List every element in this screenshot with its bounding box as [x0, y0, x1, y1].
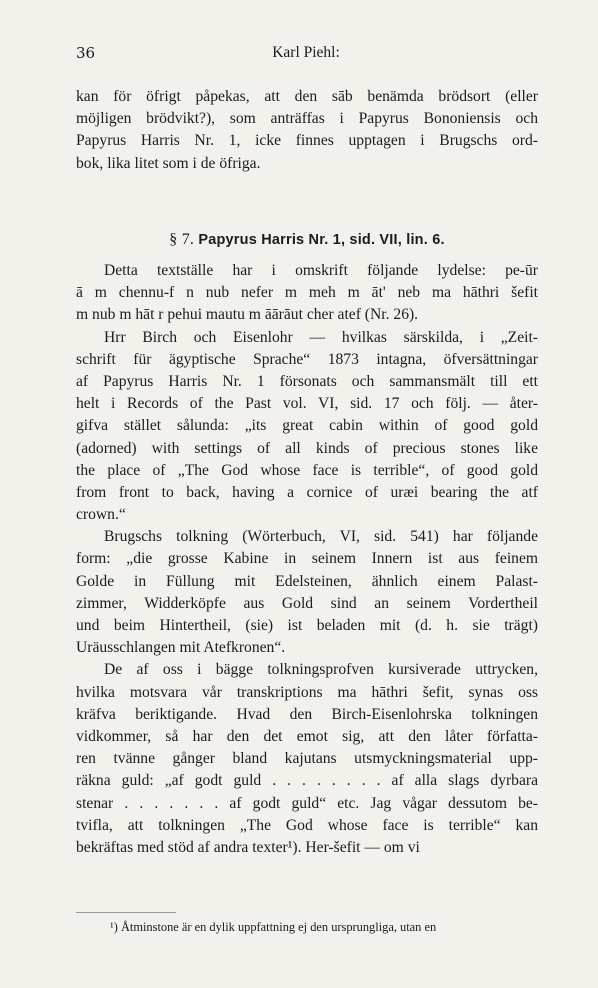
text-line: räkna guld: „af godt guld . . . . . . . . af alla slags dyrbara — [76, 772, 538, 790]
text-line: bekräftas med stöd af andra texter¹). Her-šefit — om vi — [76, 838, 420, 856]
text-line: Papyrus Harris Nr. 1, icke finnes upptagen i Brugschs ord- — [76, 132, 538, 150]
text-line: helt i Records of the Past vol. VI, sid. 17 och följ. — åter- — [76, 395, 538, 413]
text-line: möjligen brödvikt?), som anträffas i Papyrus Bononiensis och — [76, 110, 538, 128]
text-line: vidkommer, så har den det emot sig, att den låter författa- — [76, 727, 538, 745]
paragraph-1 — [76, 86, 538, 175]
text-line: Brugschs tolkning (Wörterbuch, VI, sid. 541) har följande — [104, 528, 538, 546]
footnote-marker: ¹) — [110, 920, 118, 934]
text-line: stenar . . . . . . . af godt guld“ etc. Jag vågar dessutom be- — [76, 794, 538, 812]
footnote-text: Åtminstone är en dylik uppfattning ej den ursprungliga, utan en — [120, 920, 437, 934]
text-line: hvilka motsvara vår transkriptions ma hāthri šefit, synas oss — [76, 683, 538, 701]
text-line: af Papyrus Harris Nr. 1 försonats och sammansmält till ett — [76, 372, 538, 390]
text-line: crown.“ — [76, 506, 126, 524]
text-line: De af oss i bägge tolkningsprofven kursiverade uttrycken, — [104, 661, 538, 679]
text-line: the place of „The God whose face is terrible“, of good gold — [76, 461, 538, 479]
section-number: § 7. — [169, 231, 195, 248]
footnote-rule — [76, 912, 176, 913]
text-line: Uräusschlangen mit Atefkronen“. — [76, 639, 286, 657]
section-heading — [76, 231, 538, 249]
section-title: Papyrus Harris Nr. 1, sid. VII, lin. 6. — [198, 232, 445, 248]
text-line: (adorned) with settings of all kinds of precious stones like — [76, 439, 538, 457]
text-line: zimmer, Widderköpfe aus Gold sind an seinem Vordertheil — [76, 594, 538, 612]
text-line: Detta textställe har i omskrift följande lydelse: pe-ūr — [104, 262, 538, 279]
text-line: kan för öfrigt påpekas, att den sāb benämda brödsort (eller — [76, 88, 538, 105]
footnote — [110, 920, 540, 935]
text-line: form: „die grosse Kabine in seinem Innern ist aus feinem — [76, 550, 538, 568]
text-line: ā m chennu-f n nub nefer m meh m āt' neb ma hāthri šefit — [76, 284, 538, 302]
text-line: schrift für ägyptische Sprache“ 1873 intagna, öfversättningar — [76, 350, 538, 368]
page-number: 36 — [76, 44, 96, 62]
text-line: ren tvänne gånger bland kajutans utsmyckningsmaterial upp- — [76, 750, 538, 768]
text-line: Golde in Füllung mit Edelsteinen, ähnlich einem Palast- — [76, 572, 538, 590]
page-header — [76, 44, 536, 66]
text-line: bok, lika litet som i de öfriga. — [76, 154, 261, 172]
text-line: kräfva beriktigande. Hvad den Birch-Eisenlohrska tolkningen — [76, 705, 538, 723]
text-line: und beim Hintertheil, (sie) ist beladen mit (d. h. sie trägt) — [76, 617, 538, 634]
text-line: m nub m hāt r pehui mautu m āārāut cher atef (Nr. 26). — [76, 306, 419, 324]
text-line: from front to back, having a cornice of uræi bearing the atf — [76, 483, 538, 501]
paragraph-2 — [76, 260, 538, 859]
text-line: tvifla, att tolkningen „The God whose face is terrible“ kan — [76, 816, 538, 834]
text-line: Hrr Birch och Eisenlohr — hvilkas särskilda, i „Zeit- — [104, 328, 538, 346]
running-head: Karl Piehl: — [272, 44, 340, 61]
text-line: gifva stället sålunda: „its great cabin within of good gold — [76, 417, 538, 435]
